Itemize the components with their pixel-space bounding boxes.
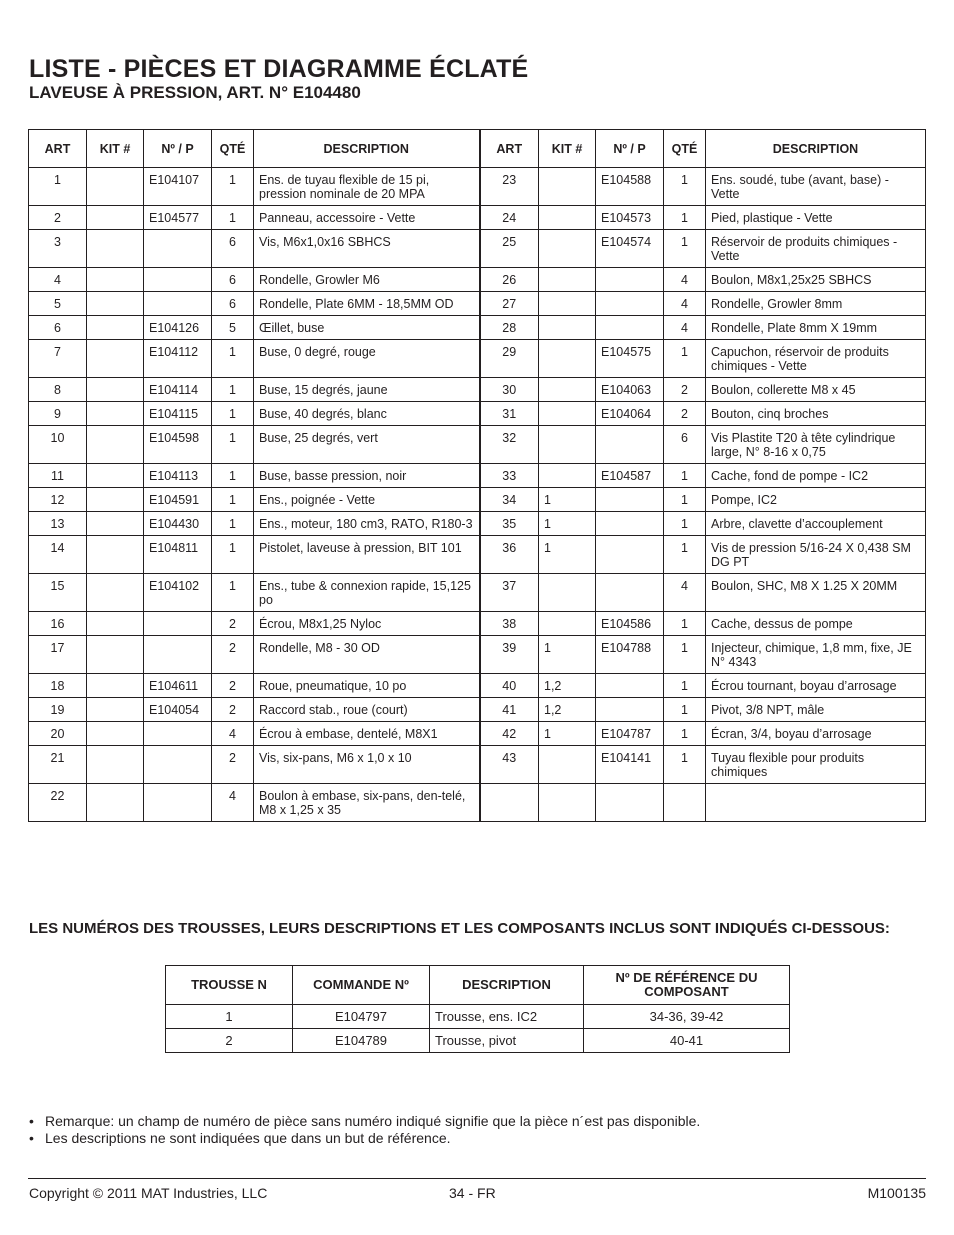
qty-cell: 1 xyxy=(664,698,706,722)
qty-cell: 1 xyxy=(664,746,706,784)
part-number-cell xyxy=(144,268,212,292)
column-header: ART xyxy=(29,130,87,168)
art-cell: 20 xyxy=(29,722,87,746)
kit-cell xyxy=(539,206,596,230)
part-number-cell: E104586 xyxy=(596,612,664,636)
art-cell: 7 xyxy=(29,340,87,378)
qty-cell: 1 xyxy=(664,636,706,674)
footer-copyright: Copyright © 2011 MAT Industries, LLC xyxy=(29,1185,268,1201)
part-number-cell xyxy=(596,316,664,340)
qty-cell: 1 xyxy=(212,402,254,426)
qty-cell: 4 xyxy=(664,316,706,340)
art-cell: 4 xyxy=(29,268,87,292)
table-row xyxy=(29,426,926,464)
kit-cell: 1,2 xyxy=(539,674,596,698)
art-cell: 18 xyxy=(29,674,87,698)
kit-cell xyxy=(539,464,596,488)
kit-cell xyxy=(539,316,596,340)
art-cell: 37 xyxy=(480,574,539,612)
part-number-cell: E104574 xyxy=(596,230,664,268)
kit-cell xyxy=(539,340,596,378)
part-number-cell xyxy=(596,536,664,574)
kit-cell xyxy=(539,268,596,292)
part-number-cell xyxy=(144,746,212,784)
kit-cell: 1 xyxy=(539,512,596,536)
description-cell: Panneau, accessoire - Vette xyxy=(254,206,480,230)
qty-cell: 1 xyxy=(212,426,254,464)
qty-cell: 4 xyxy=(664,292,706,316)
part-number-cell: E104141 xyxy=(596,746,664,784)
kit-cell xyxy=(539,402,596,426)
kit-number-cell: 2 xyxy=(166,1029,293,1053)
table-row xyxy=(166,1005,790,1029)
description-cell: Raccord stab., roue (court) xyxy=(254,698,480,722)
description-cell: Pompe, IC2 xyxy=(706,488,926,512)
art-cell: 30 xyxy=(480,378,539,402)
part-number-cell: E104598 xyxy=(144,426,212,464)
description-cell: Œillet, buse xyxy=(254,316,480,340)
kit-cell xyxy=(87,698,144,722)
art-cell: 24 xyxy=(480,206,539,230)
description-cell: Cache, dessus de pompe xyxy=(706,612,926,636)
description-cell: Cache, fond de pompe - IC2 xyxy=(706,464,926,488)
description-cell: Buse, 40 degrés, blanc xyxy=(254,402,480,426)
table-row xyxy=(29,746,926,784)
component-ref-cell: 34-36, 39-42 xyxy=(584,1005,790,1029)
qty-cell: 4 xyxy=(212,722,254,746)
part-number-cell xyxy=(596,488,664,512)
table-row xyxy=(29,168,926,206)
kits-table xyxy=(165,965,790,1053)
kit-cell: 1,2 xyxy=(539,698,596,722)
qty-cell: 1 xyxy=(212,168,254,206)
art-cell: 23 xyxy=(480,168,539,206)
qty-cell xyxy=(664,784,706,822)
part-number-cell xyxy=(144,612,212,636)
art-cell: 3 xyxy=(29,230,87,268)
description-cell: Injecteur, chimique, 1,8 mm, fixe, JE N° 4343 xyxy=(706,636,926,674)
order-number-cell: E104797 xyxy=(293,1005,430,1029)
kit-description-cell: Trousse, pivot xyxy=(430,1029,584,1053)
kit-cell xyxy=(87,402,144,426)
art-cell: 41 xyxy=(480,698,539,722)
table-row xyxy=(29,612,926,636)
description-cell: Écrou, M8x1,25 Nyloc xyxy=(254,612,480,636)
art-cell: 1 xyxy=(29,168,87,206)
description-cell: Tuyau flexible pour produits chimiques xyxy=(706,746,926,784)
table-row xyxy=(29,268,926,292)
art-cell: 34 xyxy=(480,488,539,512)
part-number-cell: E104611 xyxy=(144,674,212,698)
table-row xyxy=(29,512,926,536)
art-cell: 31 xyxy=(480,402,539,426)
qty-cell: 1 xyxy=(212,512,254,536)
kit-cell xyxy=(87,574,144,612)
description-cell: Rondelle, M8 - 30 OD xyxy=(254,636,480,674)
kit-cell xyxy=(87,230,144,268)
description-cell: Écrou à embase, dentelé, M8X1 xyxy=(254,722,480,746)
qty-cell: 1 xyxy=(212,574,254,612)
part-number-cell: E104115 xyxy=(144,402,212,426)
note-item: • Remarque: un champ de numéro de pièce sans numéro indiqué signifie que la pièce n´est pas disponible. xyxy=(29,1113,700,1130)
footer-divider xyxy=(28,1178,926,1179)
qty-cell: 1 xyxy=(212,488,254,512)
part-number-cell: E104575 xyxy=(596,340,664,378)
art-cell: 11 xyxy=(29,464,87,488)
kit-cell xyxy=(87,674,144,698)
kit-cell xyxy=(539,292,596,316)
art-cell: 42 xyxy=(480,722,539,746)
parts-list-table xyxy=(28,129,926,822)
description-cell: Arbre, clavette d’accouplement xyxy=(706,512,926,536)
art-cell: 43 xyxy=(480,746,539,784)
kit-cell xyxy=(87,316,144,340)
table-row xyxy=(29,464,926,488)
column-header: DESCRIPTION xyxy=(430,966,584,1005)
kit-number-cell: 1 xyxy=(166,1005,293,1029)
description-cell: Buse, 25 degrés, vert xyxy=(254,426,480,464)
component-ref-cell: 40-41 xyxy=(584,1029,790,1053)
column-header: COMMANDE Nº xyxy=(293,966,430,1005)
qty-cell: 4 xyxy=(664,574,706,612)
table-row xyxy=(29,378,926,402)
table-row xyxy=(166,1029,790,1053)
qty-cell: 6 xyxy=(212,230,254,268)
column-header: Nº / P xyxy=(144,130,212,168)
part-number-cell xyxy=(596,698,664,722)
description-cell: Vis Plastite T20 à tête cylindrique large, N° 8-16 x 0,75 xyxy=(706,426,926,464)
page-subtitle: LAVEUSE À PRESSION, ART. N° E104480 xyxy=(29,83,361,102)
description-cell: Boulon à embase, six-pans, den-telé, M8 x 1,25 x 35 xyxy=(254,784,480,822)
art-cell: 28 xyxy=(480,316,539,340)
kit-cell xyxy=(87,268,144,292)
qty-cell: 2 xyxy=(212,746,254,784)
kit-cell xyxy=(87,464,144,488)
qty-cell: 6 xyxy=(212,292,254,316)
kit-cell xyxy=(87,426,144,464)
part-number-cell: E104063 xyxy=(596,378,664,402)
part-number-cell xyxy=(596,512,664,536)
art-cell: 40 xyxy=(480,674,539,698)
art-cell: 13 xyxy=(29,512,87,536)
kit-cell xyxy=(87,206,144,230)
kit-cell xyxy=(87,512,144,536)
part-number-cell: E104102 xyxy=(144,574,212,612)
description-cell: Rondelle, Growler M6 xyxy=(254,268,480,292)
qty-cell: 1 xyxy=(664,206,706,230)
description-cell: Boulon, SHC, M8 X 1.25 X 20MM xyxy=(706,574,926,612)
footer-doc-id: M100135 xyxy=(867,1185,926,1201)
art-cell: 26 xyxy=(480,268,539,292)
qty-cell: 2 xyxy=(212,674,254,698)
art-cell: 27 xyxy=(480,292,539,316)
qty-cell: 1 xyxy=(664,674,706,698)
description-cell: Rondelle, Plate 8mm X 19mm xyxy=(706,316,926,340)
description-cell: Rondelle, Plate 6MM - 18,5MM OD xyxy=(254,292,480,316)
qty-cell: 1 xyxy=(212,340,254,378)
order-number-cell: E104789 xyxy=(293,1029,430,1053)
kit-cell: 1 xyxy=(539,536,596,574)
table-row xyxy=(29,402,926,426)
part-number-cell xyxy=(144,636,212,674)
description-cell: Ens., poignée - Vette xyxy=(254,488,480,512)
kit-cell xyxy=(87,488,144,512)
column-header: QTÉ xyxy=(212,130,254,168)
part-number-cell: E104126 xyxy=(144,316,212,340)
part-number-cell xyxy=(596,784,664,822)
part-number-cell: E104587 xyxy=(596,464,664,488)
part-number-cell: E104054 xyxy=(144,698,212,722)
column-header: ART xyxy=(480,130,539,168)
kit-cell xyxy=(87,536,144,574)
table-row xyxy=(29,784,926,822)
part-number-cell: E104113 xyxy=(144,464,212,488)
qty-cell: 1 xyxy=(664,464,706,488)
part-number-cell xyxy=(596,268,664,292)
kit-cell xyxy=(87,784,144,822)
qty-cell: 2 xyxy=(664,402,706,426)
column-header: DESCRIPTION xyxy=(706,130,926,168)
description-cell: Boulon, collerette M8 x 45 xyxy=(706,378,926,402)
description-cell xyxy=(706,784,926,822)
part-number-cell xyxy=(144,292,212,316)
table-row xyxy=(29,574,926,612)
kit-description-cell: Trousse, ens. IC2 xyxy=(430,1005,584,1029)
kit-cell xyxy=(539,230,596,268)
kit-cell xyxy=(87,292,144,316)
qty-cell: 5 xyxy=(212,316,254,340)
art-cell xyxy=(480,784,539,822)
part-number-cell xyxy=(144,722,212,746)
description-cell: Réservoir de produits chimiques - Vette xyxy=(706,230,926,268)
column-header: TROUSSE N xyxy=(166,966,293,1005)
art-cell: 39 xyxy=(480,636,539,674)
art-cell: 6 xyxy=(29,316,87,340)
parts-header-row xyxy=(29,130,926,168)
qty-cell: 1 xyxy=(212,536,254,574)
kit-cell xyxy=(87,636,144,674)
part-number-cell xyxy=(596,426,664,464)
qty-cell: 2 xyxy=(212,612,254,636)
qty-cell: 1 xyxy=(664,488,706,512)
part-number-cell: E104114 xyxy=(144,378,212,402)
qty-cell: 1 xyxy=(212,206,254,230)
description-cell: Rondelle, Growler 8mm xyxy=(706,292,926,316)
part-number-cell xyxy=(144,230,212,268)
part-number-cell: E104112 xyxy=(144,340,212,378)
column-header: KIT # xyxy=(87,130,144,168)
notes-list xyxy=(29,1113,700,1147)
description-cell: Écran, 3/4, boyau d’arrosage xyxy=(706,722,926,746)
table-row xyxy=(29,292,926,316)
kit-cell xyxy=(539,378,596,402)
kits-heading: LES NUMÉROS DES TROUSSES, LEURS DESCRIPTIONS ET LES COMPOSANTS INCLUS SONT INDIQUÉS CI-DESSOUS: xyxy=(29,920,890,937)
table-row xyxy=(29,722,926,746)
qty-cell: 1 xyxy=(212,378,254,402)
description-cell: Pied, plastique - Vette xyxy=(706,206,926,230)
column-header: Nº DE RÉFÉRENCE DU COMPOSANT xyxy=(584,966,790,1005)
part-number-cell: E104577 xyxy=(144,206,212,230)
art-cell: 22 xyxy=(29,784,87,822)
art-cell: 36 xyxy=(480,536,539,574)
description-cell: Buse, 15 degrés, jaune xyxy=(254,378,480,402)
art-cell: 10 xyxy=(29,426,87,464)
qty-cell: 1 xyxy=(664,230,706,268)
table-row xyxy=(29,536,926,574)
art-cell: 21 xyxy=(29,746,87,784)
art-cell: 9 xyxy=(29,402,87,426)
kit-cell: 1 xyxy=(539,636,596,674)
description-cell: Ens. de tuyau flexible de 15 pi, pression nominale de 20 MPA xyxy=(254,168,480,206)
kit-cell xyxy=(87,168,144,206)
table-row xyxy=(29,316,926,340)
art-cell: 19 xyxy=(29,698,87,722)
qty-cell: 1 xyxy=(664,340,706,378)
qty-cell: 2 xyxy=(212,698,254,722)
part-number-cell: E104787 xyxy=(596,722,664,746)
art-cell: 8 xyxy=(29,378,87,402)
part-number-cell xyxy=(596,674,664,698)
description-cell: Écrou tournant, boyau d’arrosage xyxy=(706,674,926,698)
kit-cell: 1 xyxy=(539,722,596,746)
column-header: DESCRIPTION xyxy=(254,130,480,168)
kit-cell xyxy=(539,426,596,464)
part-number-cell: E104811 xyxy=(144,536,212,574)
art-cell: 29 xyxy=(480,340,539,378)
description-cell: Bouton, cinq broches xyxy=(706,402,926,426)
description-cell: Vis, M6x1,0x16 SBHCS xyxy=(254,230,480,268)
qty-cell: 1 xyxy=(664,512,706,536)
qty-cell: 6 xyxy=(664,426,706,464)
qty-cell: 1 xyxy=(212,464,254,488)
kit-cell xyxy=(539,612,596,636)
kit-cell xyxy=(539,784,596,822)
description-cell: Pistolet, laveuse à pression, BIT 101 xyxy=(254,536,480,574)
description-cell: Boulon, M8x1,25x25 SBHCS xyxy=(706,268,926,292)
part-number-cell: E104573 xyxy=(596,206,664,230)
description-cell: Capuchon, réservoir de produits chimiques - Vette xyxy=(706,340,926,378)
description-cell: Roue, pneumatique, 10 po xyxy=(254,674,480,698)
qty-cell: 1 xyxy=(664,722,706,746)
column-header: Nº / P xyxy=(596,130,664,168)
art-cell: 2 xyxy=(29,206,87,230)
kit-cell xyxy=(87,612,144,636)
art-cell: 15 xyxy=(29,574,87,612)
column-header: KIT # xyxy=(539,130,596,168)
table-row xyxy=(29,636,926,674)
part-number-cell: E104064 xyxy=(596,402,664,426)
kit-cell xyxy=(539,746,596,784)
qty-cell: 2 xyxy=(212,636,254,674)
kit-cell xyxy=(87,378,144,402)
qty-cell: 1 xyxy=(664,168,706,206)
kit-cell xyxy=(539,168,596,206)
qty-cell: 2 xyxy=(664,378,706,402)
part-number-cell: E104430 xyxy=(144,512,212,536)
part-number-cell: E104591 xyxy=(144,488,212,512)
part-number-cell: E104788 xyxy=(596,636,664,674)
table-row xyxy=(29,698,926,722)
kit-cell xyxy=(87,722,144,746)
kit-cell xyxy=(539,574,596,612)
art-cell: 35 xyxy=(480,512,539,536)
kit-cell xyxy=(87,746,144,784)
description-cell: Buse, basse pression, noir xyxy=(254,464,480,488)
description-cell: Pivot, 3/8 NPT, mâle xyxy=(706,698,926,722)
description-cell: Buse, 0 degré, rouge xyxy=(254,340,480,378)
table-row xyxy=(29,206,926,230)
qty-cell: 4 xyxy=(212,784,254,822)
art-cell: 25 xyxy=(480,230,539,268)
qty-cell: 4 xyxy=(664,268,706,292)
art-cell: 5 xyxy=(29,292,87,316)
art-cell: 33 xyxy=(480,464,539,488)
qty-cell: 1 xyxy=(664,536,706,574)
description-cell: Ens. soudé, tube (avant, base) - Vette xyxy=(706,168,926,206)
column-header: QTÉ xyxy=(664,130,706,168)
part-number-cell: E104107 xyxy=(144,168,212,206)
art-cell: 32 xyxy=(480,426,539,464)
description-cell: Ens., moteur, 180 cm3, RATO, R180-3 xyxy=(254,512,480,536)
part-number-cell xyxy=(596,574,664,612)
description-cell: Ens., tube & connexion rapide, 15,125 po xyxy=(254,574,480,612)
part-number-cell xyxy=(144,784,212,822)
kit-cell: 1 xyxy=(539,488,596,512)
table-row xyxy=(29,230,926,268)
description-cell: Vis, six-pans, M6 x 1,0 x 10 xyxy=(254,746,480,784)
kits-header-row xyxy=(166,966,790,1005)
part-number-cell xyxy=(596,292,664,316)
art-cell: 38 xyxy=(480,612,539,636)
art-cell: 16 xyxy=(29,612,87,636)
qty-cell: 1 xyxy=(664,612,706,636)
kit-cell xyxy=(87,340,144,378)
table-row xyxy=(29,340,926,378)
table-row xyxy=(29,488,926,512)
page-title: LISTE - PIÈCES ET DIAGRAMME ÉCLATÉ xyxy=(29,55,529,83)
note-item: • Les descriptions ne sont indiquées que dans un but de référence. xyxy=(29,1130,700,1147)
qty-cell: 6 xyxy=(212,268,254,292)
footer-page-number: 34 - FR xyxy=(449,1185,496,1201)
description-cell: Vis de pression 5/16-24 X 0,438 SM DG PT xyxy=(706,536,926,574)
part-number-cell: E104588 xyxy=(596,168,664,206)
table-row xyxy=(29,674,926,698)
art-cell: 12 xyxy=(29,488,87,512)
art-cell: 14 xyxy=(29,536,87,574)
art-cell: 17 xyxy=(29,636,87,674)
